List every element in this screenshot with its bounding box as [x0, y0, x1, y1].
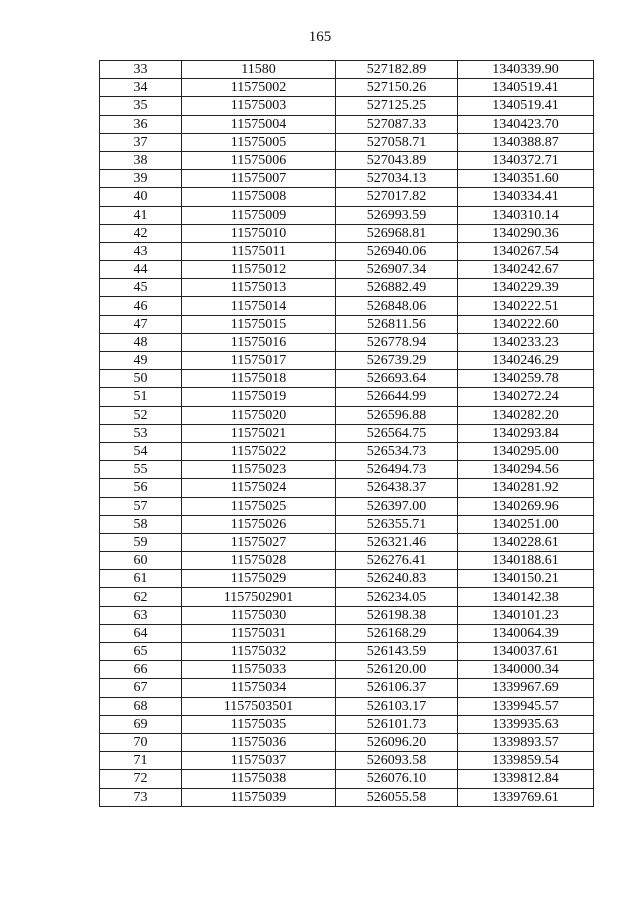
row-number-cell: 62 [100, 588, 182, 606]
row-number-cell: 67 [100, 679, 182, 697]
x-coordinate-cell: 526564.75 [336, 424, 458, 442]
x-coordinate-cell: 526739.29 [336, 352, 458, 370]
y-coordinate-cell: 1340251.00 [458, 515, 594, 533]
table-row [100, 61, 594, 79]
y-coordinate-cell: 1339967.69 [458, 679, 594, 697]
table-row [100, 315, 594, 333]
y-coordinate-cell: 1340519.41 [458, 97, 594, 115]
x-coordinate-cell: 526093.58 [336, 752, 458, 770]
point-id-cell: 11575005 [182, 133, 336, 151]
point-id-cell: 11580 [182, 61, 336, 79]
x-coordinate-cell: 526143.59 [336, 643, 458, 661]
point-id-cell: 11575010 [182, 224, 336, 242]
point-id-cell: 11575002 [182, 79, 336, 97]
row-number-cell: 65 [100, 643, 182, 661]
row-number-cell: 58 [100, 515, 182, 533]
row-number-cell: 47 [100, 315, 182, 333]
point-id-cell: 11575020 [182, 406, 336, 424]
point-id-cell: 1157503501 [182, 697, 336, 715]
table-row [100, 788, 594, 806]
point-id-cell: 11575008 [182, 188, 336, 206]
x-coordinate-cell: 527087.33 [336, 115, 458, 133]
row-number-cell: 35 [100, 97, 182, 115]
row-number-cell: 56 [100, 479, 182, 497]
point-id-cell: 11575023 [182, 461, 336, 479]
row-number-cell: 45 [100, 279, 182, 297]
point-id-cell: 11575028 [182, 552, 336, 570]
x-coordinate-cell: 526276.41 [336, 552, 458, 570]
x-coordinate-cell: 526240.83 [336, 570, 458, 588]
point-id-cell: 11575036 [182, 733, 336, 751]
row-number-cell: 69 [100, 715, 182, 733]
y-coordinate-cell: 1340188.61 [458, 552, 594, 570]
point-id-cell: 11575035 [182, 715, 336, 733]
row-number-cell: 52 [100, 406, 182, 424]
x-coordinate-cell: 526234.05 [336, 588, 458, 606]
point-id-cell: 11575022 [182, 442, 336, 460]
point-id-cell: 11575009 [182, 206, 336, 224]
table-row [100, 461, 594, 479]
row-number-cell: 63 [100, 606, 182, 624]
x-coordinate-cell: 526355.71 [336, 515, 458, 533]
x-coordinate-cell: 526198.38 [336, 606, 458, 624]
y-coordinate-cell: 1340222.60 [458, 315, 594, 333]
y-coordinate-cell: 1340281.92 [458, 479, 594, 497]
table-row [100, 297, 594, 315]
point-id-cell: 11575031 [182, 624, 336, 642]
x-coordinate-cell: 526120.00 [336, 661, 458, 679]
point-id-cell: 11575025 [182, 497, 336, 515]
x-coordinate-cell: 527125.25 [336, 97, 458, 115]
point-id-cell: 11575026 [182, 515, 336, 533]
point-id-cell: 11575029 [182, 570, 336, 588]
x-coordinate-cell: 526397.00 [336, 497, 458, 515]
x-coordinate-cell: 526438.37 [336, 479, 458, 497]
table-row [100, 261, 594, 279]
y-coordinate-cell: 1340222.51 [458, 297, 594, 315]
y-coordinate-cell: 1340290.36 [458, 224, 594, 242]
row-number-cell: 34 [100, 79, 182, 97]
x-coordinate-cell: 526096.20 [336, 733, 458, 751]
y-coordinate-cell: 1340310.14 [458, 206, 594, 224]
x-coordinate-cell: 526907.34 [336, 261, 458, 279]
y-coordinate-cell: 1340294.56 [458, 461, 594, 479]
y-coordinate-cell: 1339769.61 [458, 788, 594, 806]
table-row [100, 661, 594, 679]
point-id-cell: 11575034 [182, 679, 336, 697]
table-row [100, 588, 594, 606]
y-coordinate-cell: 1340037.61 [458, 643, 594, 661]
row-number-cell: 59 [100, 533, 182, 551]
table-row [100, 479, 594, 497]
row-number-cell: 37 [100, 133, 182, 151]
y-coordinate-cell: 1340150.21 [458, 570, 594, 588]
point-id-cell: 11575013 [182, 279, 336, 297]
x-coordinate-cell: 526168.29 [336, 624, 458, 642]
x-coordinate-cell: 526055.58 [336, 788, 458, 806]
table-row [100, 151, 594, 169]
table-row [100, 733, 594, 751]
row-number-cell: 64 [100, 624, 182, 642]
y-coordinate-cell: 1339893.57 [458, 733, 594, 751]
x-coordinate-cell: 527017.82 [336, 188, 458, 206]
table-row [100, 133, 594, 151]
table-row [100, 333, 594, 351]
y-coordinate-cell: 1340242.67 [458, 261, 594, 279]
x-coordinate-cell: 526076.10 [336, 770, 458, 788]
row-number-cell: 66 [100, 661, 182, 679]
y-coordinate-cell: 1340064.39 [458, 624, 594, 642]
point-id-cell: 1157502901 [182, 588, 336, 606]
table-row [100, 388, 594, 406]
row-number-cell: 60 [100, 552, 182, 570]
row-number-cell: 36 [100, 115, 182, 133]
table-row [100, 624, 594, 642]
x-coordinate-cell: 526848.06 [336, 297, 458, 315]
x-coordinate-cell: 526596.88 [336, 406, 458, 424]
y-coordinate-cell: 1339945.57 [458, 697, 594, 715]
table-row [100, 79, 594, 97]
row-number-cell: 70 [100, 733, 182, 751]
y-coordinate-cell: 1340267.54 [458, 242, 594, 260]
point-id-cell: 11575018 [182, 370, 336, 388]
table-row [100, 242, 594, 260]
row-number-cell: 49 [100, 352, 182, 370]
row-number-cell: 68 [100, 697, 182, 715]
table-row [100, 552, 594, 570]
table-row [100, 533, 594, 551]
table-row [100, 279, 594, 297]
y-coordinate-cell: 1340282.20 [458, 406, 594, 424]
coordinates-table [99, 60, 594, 807]
table-row [100, 497, 594, 515]
row-number-cell: 40 [100, 188, 182, 206]
row-number-cell: 44 [100, 261, 182, 279]
row-number-cell: 50 [100, 370, 182, 388]
y-coordinate-cell: 1340293.84 [458, 424, 594, 442]
y-coordinate-cell: 1340101.23 [458, 606, 594, 624]
y-coordinate-cell: 1339812.84 [458, 770, 594, 788]
row-number-cell: 33 [100, 61, 182, 79]
point-id-cell: 11575006 [182, 151, 336, 169]
row-number-cell: 39 [100, 170, 182, 188]
table-row [100, 643, 594, 661]
table-row [100, 606, 594, 624]
y-coordinate-cell: 1340228.61 [458, 533, 594, 551]
point-id-cell: 11575039 [182, 788, 336, 806]
table-row [100, 352, 594, 370]
row-number-cell: 57 [100, 497, 182, 515]
row-number-cell: 42 [100, 224, 182, 242]
y-coordinate-cell: 1340372.71 [458, 151, 594, 169]
row-number-cell: 54 [100, 442, 182, 460]
x-coordinate-cell: 527150.26 [336, 79, 458, 97]
table-row [100, 170, 594, 188]
x-coordinate-cell: 526494.73 [336, 461, 458, 479]
table-row [100, 188, 594, 206]
table-body [100, 61, 594, 807]
point-id-cell: 11575027 [182, 533, 336, 551]
point-id-cell: 11575004 [182, 115, 336, 133]
x-coordinate-cell: 526811.56 [336, 315, 458, 333]
y-coordinate-cell: 1340269.96 [458, 497, 594, 515]
row-number-cell: 38 [100, 151, 182, 169]
point-id-cell: 11575014 [182, 297, 336, 315]
table-row [100, 97, 594, 115]
table-row [100, 715, 594, 733]
row-number-cell: 55 [100, 461, 182, 479]
table-row [100, 424, 594, 442]
point-id-cell: 11575003 [182, 97, 336, 115]
x-coordinate-cell: 527043.89 [336, 151, 458, 169]
table-row [100, 224, 594, 242]
y-coordinate-cell: 1340423.70 [458, 115, 594, 133]
row-number-cell: 61 [100, 570, 182, 588]
table-row [100, 570, 594, 588]
y-coordinate-cell: 1340142.38 [458, 588, 594, 606]
table-row [100, 770, 594, 788]
table-row [100, 442, 594, 460]
table-row [100, 752, 594, 770]
point-id-cell: 11575007 [182, 170, 336, 188]
row-number-cell: 71 [100, 752, 182, 770]
y-coordinate-cell: 1340272.24 [458, 388, 594, 406]
y-coordinate-cell: 1340233.23 [458, 333, 594, 351]
row-number-cell: 53 [100, 424, 182, 442]
x-coordinate-cell: 526940.06 [336, 242, 458, 260]
x-coordinate-cell: 526106.37 [336, 679, 458, 697]
y-coordinate-cell: 1339859.54 [458, 752, 594, 770]
y-coordinate-cell: 1340339.90 [458, 61, 594, 79]
point-id-cell: 11575038 [182, 770, 336, 788]
row-number-cell: 46 [100, 297, 182, 315]
row-number-cell: 72 [100, 770, 182, 788]
point-id-cell: 11575016 [182, 333, 336, 351]
y-coordinate-cell: 1340000.34 [458, 661, 594, 679]
point-id-cell: 11575021 [182, 424, 336, 442]
y-coordinate-cell: 1340229.39 [458, 279, 594, 297]
point-id-cell: 11575019 [182, 388, 336, 406]
table-row [100, 370, 594, 388]
y-coordinate-cell: 1340388.87 [458, 133, 594, 151]
table-row [100, 515, 594, 533]
point-id-cell: 11575032 [182, 643, 336, 661]
x-coordinate-cell: 526103.17 [336, 697, 458, 715]
x-coordinate-cell: 527034.13 [336, 170, 458, 188]
table-row [100, 697, 594, 715]
point-id-cell: 11575015 [182, 315, 336, 333]
row-number-cell: 41 [100, 206, 182, 224]
x-coordinate-cell: 526534.73 [336, 442, 458, 460]
y-coordinate-cell: 1340351.60 [458, 170, 594, 188]
point-id-cell: 11575012 [182, 261, 336, 279]
table-row [100, 115, 594, 133]
table-row [100, 679, 594, 697]
x-coordinate-cell: 526968.81 [336, 224, 458, 242]
x-coordinate-cell: 526993.59 [336, 206, 458, 224]
x-coordinate-cell: 526693.64 [336, 370, 458, 388]
row-number-cell: 73 [100, 788, 182, 806]
x-coordinate-cell: 527182.89 [336, 61, 458, 79]
table-row [100, 206, 594, 224]
row-number-cell: 48 [100, 333, 182, 351]
point-id-cell: 11575017 [182, 352, 336, 370]
point-id-cell: 11575024 [182, 479, 336, 497]
row-number-cell: 51 [100, 388, 182, 406]
x-coordinate-cell: 526882.49 [336, 279, 458, 297]
y-coordinate-cell: 1340295.00 [458, 442, 594, 460]
row-number-cell: 43 [100, 242, 182, 260]
point-id-cell: 11575037 [182, 752, 336, 770]
page-number: 165 [308, 29, 332, 45]
y-coordinate-cell: 1340519.41 [458, 79, 594, 97]
y-coordinate-cell: 1340334.41 [458, 188, 594, 206]
x-coordinate-cell: 526321.46 [336, 533, 458, 551]
y-coordinate-cell: 1339935.63 [458, 715, 594, 733]
y-coordinate-cell: 1340246.29 [458, 352, 594, 370]
point-id-cell: 11575033 [182, 661, 336, 679]
y-coordinate-cell: 1340259.78 [458, 370, 594, 388]
table-row [100, 406, 594, 424]
x-coordinate-cell: 526778.94 [336, 333, 458, 351]
x-coordinate-cell: 526644.99 [336, 388, 458, 406]
x-coordinate-cell: 527058.71 [336, 133, 458, 151]
point-id-cell: 11575030 [182, 606, 336, 624]
x-coordinate-cell: 526101.73 [336, 715, 458, 733]
point-id-cell: 11575011 [182, 242, 336, 260]
